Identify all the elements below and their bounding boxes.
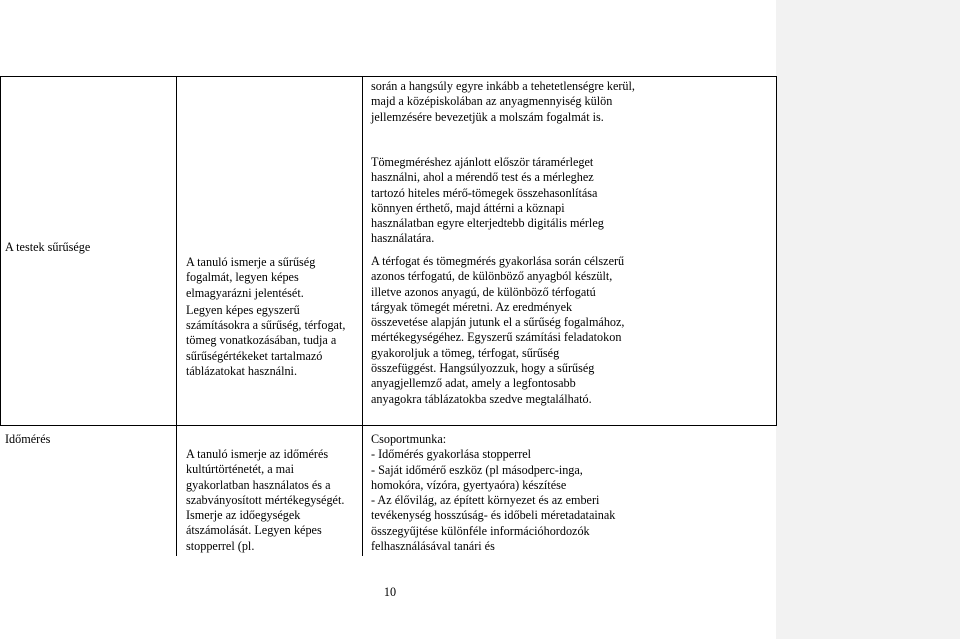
- activities-text: - Az élővilág, az épített környezet és az emberi tevékenység hosszúság- és időbeli méretadatainak összegyűjtése különféle információhordozók felhasználásával tanári és: [371, 493, 616, 554]
- activities-cell: [371, 432, 627, 554]
- requirements-text: A tanuló ismerje az időmérés kultúrtörténetét, a mai gyakorlatban használatos és a szabványosított mértékegységét. Ismerje az időegységek átszámolását. Legyen képes stopperrel (pl.: [186, 447, 345, 553]
- margin-panel: [776, 0, 960, 639]
- table-rule: [0, 425, 777, 426]
- activities-text: - Időmérés gyakorlása stopperrel: [371, 447, 532, 462]
- requirements-cell: [186, 255, 358, 379]
- requirements-text: Legyen képes egyszerű számításokra a sűrűség, térfogat, tömeg vonatkozásában, tudja a sűrűségértékeket tartalmazó táblázatokat használni.: [186, 302, 346, 379]
- table-rule: [362, 76, 363, 556]
- activities-cell: [371, 155, 627, 247]
- requirements-cell: [186, 447, 360, 554]
- activities-text: Csoportmunka:: [371, 432, 447, 446]
- activities-text: Tömegméréshez ajánlott először táramérleget használni, ahol a mérendő test és a mérleghez tartozó hiteles mérő-tömegek összehasonlítása könnyen érthető, majd áttérni a köznapi használatban egyre elterjedtebb digitális mérleg használatára.: [371, 155, 604, 246]
- table-rule: [0, 76, 777, 77]
- activities-text: - Saját időmérő eszköz (pl másodperc-inga, homokóra, vízóra, gyertyaóra) készítése: [371, 462, 583, 492]
- activities-text: A térfogat és tömegmérés gyakorlása során célszerű azonos térfogatú, de különböző anyagból készült, illetve azonos anyagú, de különböző térfogatú tárgyak tömegét méretni. Az eredmények összevetése alapján jutunk el a sűrűség fogalmához, mértékegységéhez. Egyszerű számítási feladatokon gyakoroljuk a tömeg, térfogat, sűrűség összefüggést. Hangsúlyozzuk, hogy a sűrűség anyagjellemző adat, amely a legfontosabb anyagokra táblázatokba szedve megtalálható.: [371, 254, 625, 406]
- topic-cell: [5, 432, 175, 447]
- table-rule: [776, 76, 777, 425]
- requirements-text: A tanuló ismerje a sűrűség fogalmát, legyen képes elmagyarázni jelentését.: [186, 255, 316, 300]
- table-rule: [176, 76, 177, 556]
- activities-cell: [371, 254, 625, 407]
- topic-label: A testek sűrűsége: [5, 240, 91, 254]
- page-number: 10: [383, 585, 397, 599]
- table-row: [371, 79, 641, 125]
- topic-label: Időmérés: [5, 432, 51, 446]
- topic-cell: [5, 240, 175, 255]
- table-rule: [0, 76, 1, 425]
- activities-text: során a hangsúly egyre inkább a tehetetlenségre kerül, majd a középiskolában az anyagmennyiség külön jellemzésére bevezetjük a molszám fogalmát is.: [371, 79, 635, 124]
